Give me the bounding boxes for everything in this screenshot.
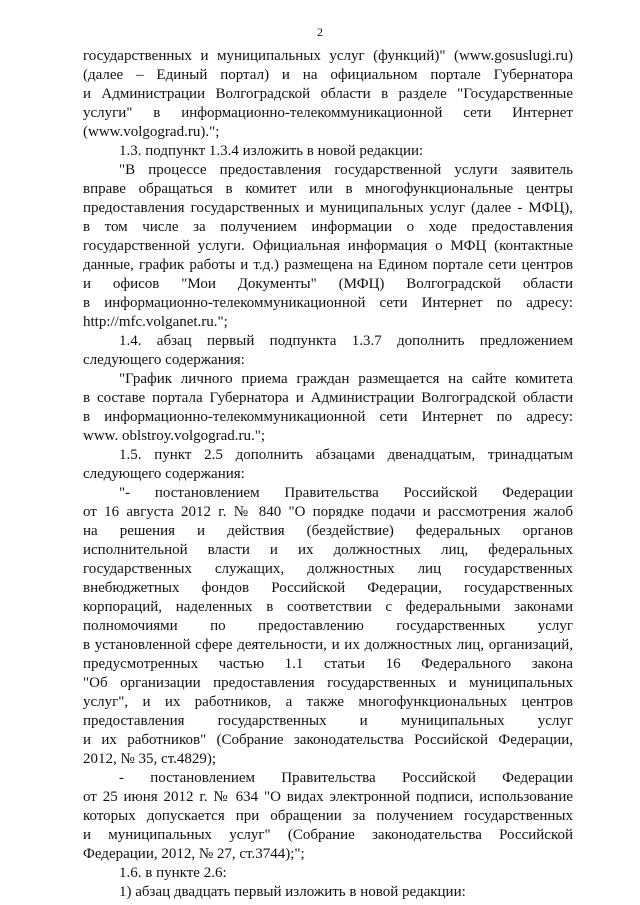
text-line: "График личного приема граждан размещается на сайте комитета bbox=[119, 371, 573, 387]
paragraph-p3 bbox=[83, 161, 573, 332]
text-line: и муниципальных услуг" (Собрание законодательства Российской bbox=[83, 827, 573, 843]
paragraph-p7 bbox=[83, 484, 573, 769]
text-line: 2012, № 35, ст.4829); bbox=[83, 751, 217, 767]
text-line: следующего содержания: bbox=[83, 466, 245, 482]
text-line: и офисов "Мои Документы" (МФЦ) Волгоградской области bbox=[83, 276, 573, 292]
text-line: предусмотренных частью 1.1 статьи 16 Федерального закона bbox=[83, 656, 573, 672]
text-line: 1.4. абзац первый подпункта 1.3.7 дополнить предложением bbox=[119, 333, 573, 349]
text-line: и их работников" (Собрание законодательства Российской Федерации, bbox=[83, 732, 573, 748]
text-line: от 16 августа 2012 г. № 840 "О порядке подачи и рассмотрения жалоб bbox=[83, 504, 573, 520]
text-line: на решения и действия (бездействие) федеральных органов bbox=[83, 523, 573, 539]
text-line: от 25 июня 2012 г. № 634 "О видах электронной подписи, использование bbox=[83, 789, 573, 805]
text-line: www. oblstroy.volgograd.ru."; bbox=[83, 428, 266, 444]
text-line: полномочиями по предоставлению государственных услуг bbox=[83, 618, 573, 634]
paragraph-p4 bbox=[83, 332, 573, 370]
text-line: "Об организации предоставления государственных и муниципальных bbox=[83, 675, 573, 691]
text-line: в установленной сфере деятельности, и их должностных лиц, организаций, bbox=[83, 637, 573, 653]
text-line: в информационно-телекоммуникационной сети Интернет по адресу: bbox=[83, 409, 573, 425]
text-line: "- постановлением Правительства Российской Федерации bbox=[119, 485, 573, 501]
text-line: вправе обращаться в комитет или в многофункциональные центры bbox=[83, 181, 573, 197]
text-line: государственных и муниципальных услуг (функций)" (www.gosuslugi.ru) bbox=[83, 48, 573, 64]
text-line: услуг", и их работников, а также многофункциональных центров bbox=[83, 694, 573, 710]
paragraph-p5 bbox=[83, 370, 573, 446]
text-line: 1.6. в пункте 2.6: bbox=[119, 865, 227, 881]
paragraph-p6 bbox=[83, 446, 573, 484]
text-line: "В процессе предоставления государственной услуги заявитель bbox=[119, 162, 573, 178]
text-line: услуги" в информационно-телекоммуникационной сети Интернет bbox=[83, 105, 573, 121]
text-line: и Администрации Волгоградской области в разделе "Государственные bbox=[83, 86, 573, 102]
text-line: предоставления государственных и муниципальных услуг (далее - МФЦ), bbox=[83, 200, 573, 216]
text-line: в составе портала Губернатора и Администрации Волгоградской области bbox=[83, 390, 573, 406]
text-line: исполнительной власти и их должностных лиц, федеральных bbox=[83, 542, 573, 558]
paragraph-p9 bbox=[83, 864, 573, 883]
paragraph-p1 bbox=[83, 47, 573, 142]
paragraph-p8 bbox=[83, 769, 573, 864]
text-line: Федерации, 2012, № 27, ст.3744);"; bbox=[83, 846, 305, 862]
text-line: государственных служащих, должностных лиц государственных bbox=[83, 561, 573, 577]
text-line: корпораций, наделенных в соответствии с федеральными законами bbox=[83, 599, 573, 615]
text-line: 1) абзац двадцать первый изложить в новой редакции: bbox=[119, 884, 466, 900]
text-line: 1.5. пункт 2.5 дополнить абзацами двенадцатым, тринадцатым bbox=[119, 447, 573, 463]
text-line: (далее – Единый портал) и на официальном портале Губернатора bbox=[83, 67, 573, 83]
text-line: в информационно-телекоммуникационной сети Интернет по адресу: bbox=[83, 295, 573, 311]
text-line: - постановлением Правительства Российской Федерации bbox=[119, 770, 573, 786]
text-line: которых допускается при обращении за получением государственных bbox=[83, 808, 573, 824]
text-line: в том числе за получением информации о ходе предоставления bbox=[83, 219, 573, 235]
paragraph-p2 bbox=[83, 142, 573, 161]
document-body bbox=[83, 47, 573, 902]
text-line: государственной услуги. Официальная информация о МФЦ (контактные bbox=[83, 238, 573, 254]
text-line: http://mfc.volganet.ru."; bbox=[83, 314, 228, 330]
page-number: 2 bbox=[317, 25, 323, 39]
text-line: (www.volgograd.ru)."; bbox=[83, 124, 220, 140]
paragraph-p10 bbox=[83, 883, 573, 902]
text-line: 1.3. подпункт 1.3.4 изложить в новой редакции: bbox=[119, 143, 424, 159]
text-line: внебюджетных фондов Российской Федерации, государственных bbox=[83, 580, 573, 596]
text-line: следующего содержания: bbox=[83, 352, 245, 368]
text-line: данные, график работы и т.д.) размещена на Едином портале сети центров bbox=[83, 257, 573, 273]
text-line: предоставления государственных и муниципальных услуг bbox=[83, 713, 573, 729]
